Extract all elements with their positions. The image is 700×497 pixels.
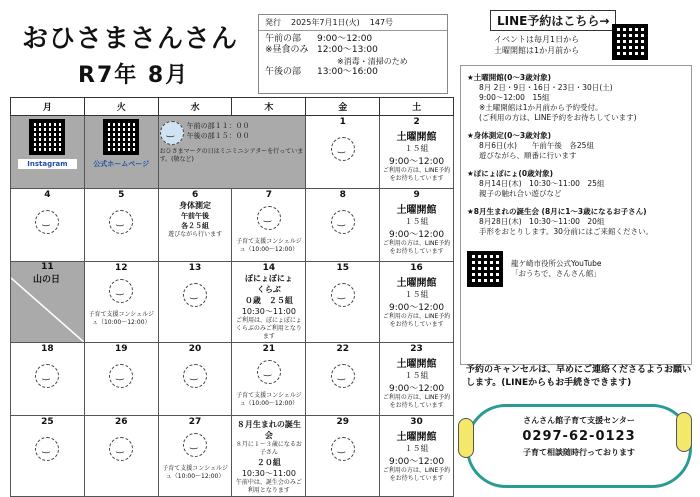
day-cell (380, 189, 454, 262)
week-row (11, 416, 454, 497)
day-cell (306, 262, 380, 343)
sun-icon (109, 364, 133, 388)
date-number: 26 (114, 417, 128, 427)
event-count: 各２５組 (181, 222, 210, 230)
concierge-note: 子育て支援コンシェルジュ（10:00～12:00） (236, 392, 302, 407)
notice-cell (158, 116, 306, 189)
sun-icon (183, 364, 207, 388)
date-number: 25 (41, 417, 54, 427)
day-cell (380, 416, 454, 497)
center-phone[interactable]: 0297-62-0123 (522, 429, 636, 444)
line-note-saturday: 土曜開館は1か月前から (494, 46, 580, 55)
weekday-sat: 土 (380, 98, 454, 116)
date-number: 1 (339, 117, 346, 127)
date-number: 29 (336, 417, 349, 427)
day-cell (380, 343, 454, 416)
event-time: 10:30～11:00 (241, 307, 296, 316)
detail-line: 8月6日(水) 午前午後 各25組 (479, 141, 594, 150)
date-number: 5 (118, 190, 125, 200)
calendar-table (10, 97, 454, 497)
sun-icon (331, 437, 355, 461)
open-day-title: 土曜開館 (396, 205, 437, 216)
weekday-fri: 金 (306, 98, 380, 116)
detail-heading: ★8月生まれの誕生会 (8月に1～3歳になるお子さん) (467, 207, 647, 216)
day-cell (11, 343, 85, 416)
weekday-thu: 木 (232, 98, 306, 116)
holiday-cell (11, 262, 85, 343)
center-tagline: 子育て相談随時行っております (523, 448, 635, 457)
day-cell (11, 116, 85, 189)
hours-row: ※昼食のみ 12:00～13:00 (265, 45, 378, 55)
sun-icon (331, 210, 355, 234)
event-count: ０歳 ２５組 (244, 296, 293, 305)
detail-line: ※土曜開館は1か月前から予約受付。 (479, 103, 603, 112)
detail-line: 8月14日(木) 10:30～11:00 25組 (479, 179, 605, 188)
sun-icon (257, 360, 281, 384)
sun-icon (35, 364, 59, 388)
open-day-note: ご利用の方は、LINE予約をお待ちしています (382, 467, 451, 482)
hours-box (258, 14, 448, 94)
sun-icon (160, 121, 184, 145)
notice-pm: 午後の部１５：００ (186, 132, 250, 140)
detail-line: 手形をおとりします。30分前にはご来館ください。 (479, 227, 653, 236)
detail-line: (ご利用の方は、LINE予約をお待ちしています) (479, 113, 637, 122)
week-row (11, 262, 454, 343)
line-note (494, 34, 692, 56)
center-contact (466, 404, 692, 488)
sun-icon (109, 279, 133, 303)
day-cell (158, 343, 232, 416)
notice-text: おひさまマークの日はミニミニシアターを行っています。(敬など) (159, 148, 304, 163)
event-time: 午前午後 (181, 212, 210, 220)
open-day-count: １５組 (404, 144, 429, 153)
line-qr-icon[interactable] (612, 24, 648, 60)
sun-icon (183, 283, 207, 307)
sun-icon (183, 433, 207, 457)
date-number: 20 (188, 344, 202, 354)
sun-icon (35, 210, 59, 234)
instagram-qr-icon[interactable] (29, 119, 65, 155)
open-day-time: 9:00～12:00 (388, 157, 445, 167)
hours-row: 午後の部 13:00～16:00 (265, 67, 378, 77)
concierge-note: 子育て支援コンシェルジュ（10:00～12:00） (88, 311, 155, 326)
event-count: ２０組 (256, 458, 281, 467)
date-number: 23 (410, 344, 423, 354)
mascot-left-icon (458, 418, 474, 458)
instagram-label[interactable]: Instagram (18, 159, 77, 169)
event-note: 遊びながら行います (168, 231, 223, 238)
date-number: 11 (41, 262, 54, 272)
holiday-label: 山の日 (33, 275, 61, 285)
week-row (11, 116, 454, 189)
date-number: 6 (191, 190, 199, 200)
concierge-note: 子育て支援コンシェルジュ（10:00～12:00） (236, 238, 302, 253)
open-day-count: １５組 (404, 217, 429, 226)
sun-icon (331, 137, 355, 161)
sun-icon (331, 283, 355, 307)
day-cell (232, 416, 306, 497)
event-title: ８月生まれの誕生会 (236, 420, 301, 440)
date-number: 19 (114, 344, 128, 354)
event-note: 午前中は、誕生会のみご利用となります (235, 479, 302, 494)
day-cell (84, 416, 158, 497)
day-cell (380, 116, 454, 189)
date-number: 4 (44, 190, 51, 200)
day-cell (232, 262, 306, 343)
hours-row: 午前の部 9:00～12:00 (265, 34, 373, 44)
open-day-title: 土曜開館 (396, 432, 437, 443)
open-day-note: ご利用の方は、LINE予約をお待ちしています (382, 313, 451, 328)
week-row (11, 189, 454, 262)
date-number: 18 (41, 344, 54, 354)
line-note-events: イベントは毎月1日から (494, 35, 580, 44)
day-cell (84, 262, 158, 343)
date-number: 9 (413, 190, 420, 200)
open-day-count: １５組 (404, 371, 429, 380)
date-number: 15 (336, 263, 349, 273)
detail-line: 8月 2日・9日・16日・23日・30日(土) (479, 83, 613, 92)
event-title-2: くらぶ (256, 285, 281, 294)
weekday-row (11, 98, 454, 116)
date-number: 16 (410, 263, 423, 273)
sun-icon (109, 210, 133, 234)
day-cell (84, 116, 158, 189)
day-cell (306, 116, 380, 189)
detail-line: 9:00～12:00 15組 (479, 93, 550, 102)
page-subtitle: R7年 8月 (78, 63, 190, 88)
notice-am: 午前の部１１：００ (186, 122, 250, 130)
open-day-title: 土曜開館 (396, 278, 437, 289)
weekday-tue: 火 (84, 98, 158, 116)
week-row (11, 343, 454, 416)
issue-label: 発行 (265, 18, 281, 27)
open-day-title: 土曜開館 (396, 359, 437, 370)
mascot-right-icon (676, 412, 692, 452)
open-day-note: ご利用の方は、LINE予約をお待ちしています (382, 394, 451, 409)
open-day-time: 9:00～12:00 (388, 384, 445, 394)
day-cell (232, 343, 306, 416)
sun-icon (257, 206, 281, 230)
open-day-count: １５組 (404, 290, 429, 299)
concierge-note: 子育て支援コンシェルジュ（10:00～12:00） (162, 465, 228, 480)
line-section (460, 10, 692, 56)
day-cell (158, 416, 232, 497)
day-cell (11, 416, 85, 497)
issue-date: 2025年7月1日(火) (291, 18, 360, 27)
date-number: 8 (339, 190, 346, 200)
open-day-title: 土曜開館 (396, 132, 437, 143)
center-name: さんさん館子育て支援センター (523, 416, 635, 425)
date-number: 2 (413, 117, 420, 127)
day-cell (306, 189, 380, 262)
date-number: 14 (262, 263, 276, 273)
day-cell (158, 189, 232, 262)
issue-line (259, 15, 447, 31)
detail-heading: ★土曜開館(0～3歳対象) (467, 73, 552, 82)
homepage-label[interactable]: 公式ホームページ (93, 160, 150, 168)
detail-line: 親子の触れ合い遊びなど (479, 189, 562, 198)
sun-icon (35, 437, 59, 461)
youtube-title[interactable]: 龍ケ崎市役所公式YouTube (511, 259, 602, 268)
date-number: 12 (114, 263, 128, 273)
event-title: ぽにょぽにょ (245, 274, 293, 283)
weekday-mon: 月 (11, 98, 85, 116)
open-day-note: ご利用の方は、LINE予約をお待ちしています (382, 240, 451, 255)
date-number: 13 (188, 263, 202, 273)
day-cell (158, 262, 232, 343)
sun-icon (109, 437, 133, 461)
date-number: 7 (265, 190, 273, 200)
day-cell (380, 262, 454, 343)
event-target: ８月に１～３歳になるお子さん (235, 441, 302, 456)
detail-line: 遊びながら、順番に行います (479, 151, 577, 160)
youtube-subtitle: 「おうちで、さんさん館」 (511, 269, 601, 278)
open-day-note: ご利用の方は、LINE予約をお待ちしています (382, 167, 451, 182)
date-number: 27 (188, 417, 202, 427)
day-cell (11, 189, 85, 262)
issue-number: 147号 (369, 18, 394, 27)
date-number: 21 (262, 344, 276, 354)
weekday-wed: 水 (158, 98, 232, 116)
day-cell (84, 343, 158, 416)
event-time: 10:30～11:00 (241, 469, 296, 478)
open-day-time: 9:00～12:00 (388, 457, 445, 467)
open-day-count: １５組 (404, 444, 429, 453)
cancel-notice: 予約のキャンセルは、早めにご連絡くださるようお願いします。(LINEからもお手続きできます) (466, 365, 692, 388)
day-cell (232, 189, 306, 262)
event-details (460, 65, 692, 365)
day-cell (306, 416, 380, 497)
date-number: 22 (336, 344, 349, 354)
detail-heading: ★ぽにょぽにょ(0歳対象) (467, 169, 553, 178)
hours-note: ※消毒・清掃のため (337, 57, 408, 66)
page-title: おひさまさんさん (22, 24, 239, 54)
sun-icon (331, 364, 355, 388)
homepage-qr-icon[interactable] (103, 119, 139, 155)
open-day-time: 9:00～12:00 (388, 303, 445, 313)
youtube-qr-icon[interactable] (467, 251, 503, 287)
day-cell (84, 189, 158, 262)
line-heading[interactable]: LINE予約はこちら→ (490, 10, 616, 31)
detail-heading: ★身体測定(0～3歳対象) (467, 131, 552, 140)
open-day-time: 9:00～12:00 (388, 230, 445, 240)
date-number: 30 (410, 417, 423, 427)
event-note: ご利用は、ぽにょぽにょくらぶのみご利用となります (235, 317, 302, 340)
event-title: 身体測定 (179, 201, 212, 210)
detail-line: 8月28日(木) 10:30～11:00 20組 (479, 217, 605, 226)
day-cell (306, 343, 380, 416)
